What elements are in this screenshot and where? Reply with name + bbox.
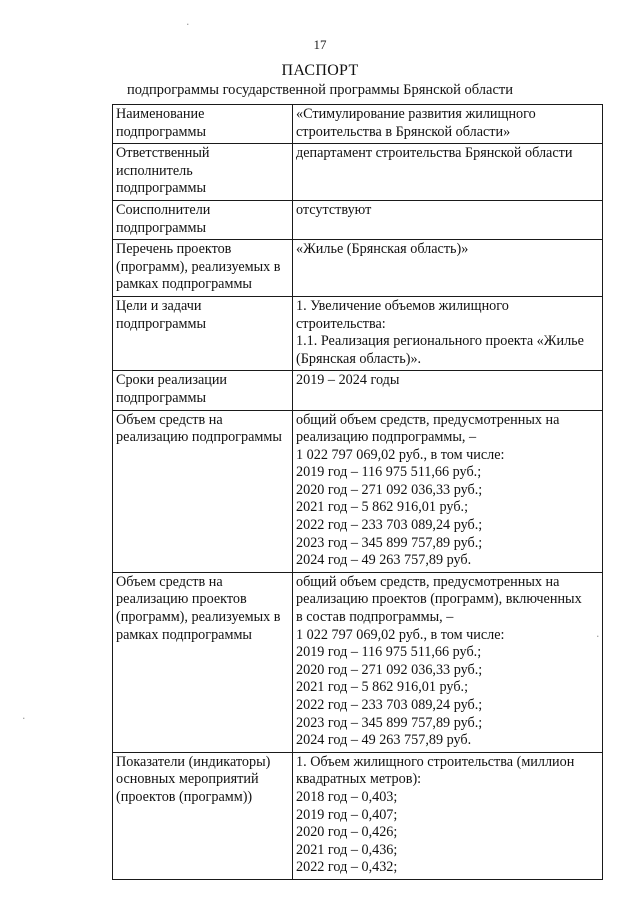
row-label [113,752,293,879]
row-label-line: (программ), реализуемых в [116,258,281,275]
row-value-line: 2021 год – 5 862 916,01 руб.; [296,679,469,696]
row-label-line: подпрограммы [116,315,206,332]
row-value-line: общий объем средств, предусмотренных на [296,411,560,428]
row-label-line: рамках подпрограммы [116,626,252,643]
row-label [113,144,293,201]
row-value-line: 2020 год – 0,426; [296,824,398,841]
row-label [113,572,293,752]
row-value-line: 1.1. Реализация регионального проекта «Жилье [296,333,584,350]
document-title: ПАСПОРТ [281,62,359,79]
page-number: 17 [313,37,327,52]
row-label-line: Соисполнители [116,201,211,218]
row-value [293,200,603,239]
table-row [113,572,603,752]
row-label-line: Показатели (индикаторы) [116,753,271,770]
row-value-line: реализацию проектов (программ), включенных [296,591,582,608]
row-value [293,371,603,410]
row-value-line: «Стимулирование развития жилищного [296,106,536,122]
row-value-line: 2021 год – 0,436; [296,841,398,858]
table-row [113,240,603,297]
scan-speck: · [22,712,26,725]
row-label [113,240,293,297]
table-row [113,144,603,201]
row-value-line: 2020 год – 271 092 036,33 руб.; [296,661,483,678]
row-label-line: подпрограммы [116,219,206,236]
row-label-line: Перечень проектов [116,241,232,258]
row-value-line: 1. Увеличение объемов жилищного [296,297,509,314]
row-value-line: 2024 год – 49 263 757,89 руб. [296,552,472,569]
row-value-line: (Брянская область)». [296,350,422,367]
row-value-line: в состав подпрограммы, – [296,609,454,626]
row-label-line: подпрограммы [116,180,206,197]
row-label-line: исполнитель [116,162,193,179]
row-value-line: 2022 год – 233 703 089,24 руб.; [296,517,483,534]
row-label [113,200,293,239]
row-label-line: реализацию проектов [116,591,247,608]
row-value-line: «Жилье (Брянская область)» [296,241,469,258]
row-value-line: реализацию подпрограммы, – [296,429,477,446]
row-label-line: Сроки реализации [116,372,228,389]
row-value-line: 2019 год – 116 975 511,66 руб.; [296,644,482,661]
row-label [113,105,293,144]
row-value-line: 2023 год – 345 899 757,89 руб.; [296,714,483,731]
row-value [293,752,603,879]
row-label-line: рамках подпрограммы [116,276,252,293]
row-label [113,371,293,410]
row-value [293,240,603,297]
row-value-line: 2019 – 2024 годы [296,372,400,389]
row-value-line: 2022 год – 0,432; [296,859,398,876]
table-row [113,410,603,572]
row-label-line: подпрограммы [116,389,206,406]
table-row [113,105,603,144]
row-value-line: отсутствуют [296,201,372,218]
row-value-line: 2022 год – 233 703 089,24 руб.; [296,697,483,713]
scan-speck: · [596,630,600,643]
row-label-line: Цели и задачи [116,297,202,314]
row-value [293,105,603,144]
table-row [113,296,603,370]
table-row [113,200,603,239]
row-label-line: Наименование [116,106,205,122]
row-value-line: 2023 год – 345 899 757,89 руб.; [296,534,483,551]
scan-speck: · [186,18,190,31]
row-label-line: (проектов (программ)) [116,788,253,805]
row-value-line: 1 022 797 069,02 руб., в том числе: [296,446,505,463]
row-value [293,296,603,370]
row-label-line: (программ), реализуемых в [116,609,281,626]
row-label-line: реализацию подпрограммы [116,429,282,446]
row-value-line: 2019 год – 116 975 511,66 руб.; [296,464,482,481]
row-label [113,296,293,370]
row-value-line: строительства в Брянской области» [296,123,511,140]
row-value-line: общий объем средств, предусмотренных на [296,573,560,590]
row-value-line: департамент строительства Брянской области [296,145,573,162]
row-value-line: 2024 год – 49 263 757,89 руб. [296,732,472,749]
table-row [113,752,603,879]
passport-table [112,104,603,880]
row-value-line: 1 022 797 069,02 руб., в том числе: [296,626,505,643]
row-label-line: подпрограммы [116,123,206,140]
row-value-line: 2019 год – 0,407; [296,806,398,823]
passport-table-body [113,105,603,880]
row-label-line: Ответственный [116,145,210,162]
row-label [113,410,293,572]
table-row [113,371,603,410]
row-value-line: 2018 год – 0,403; [296,788,398,805]
row-value [293,410,603,572]
row-value-line: строительства: [296,315,386,332]
row-value-line: квадратных метров): [296,771,422,788]
row-value-line: 1. Объем жилищного строительства (миллион [296,753,575,770]
document-subtitle: подпрограммы государственной программы Брянской области [126,82,513,98]
row-value-line: 2021 год – 5 862 916,01 руб.; [296,499,469,516]
row-value [293,144,603,201]
row-label-line: основных мероприятий [116,771,259,788]
row-label-line: Объем средств на [116,573,223,590]
row-label-line: Объем средств на [116,411,223,428]
row-value [293,572,603,752]
row-value-line: 2020 год – 271 092 036,33 руб.; [296,481,483,498]
